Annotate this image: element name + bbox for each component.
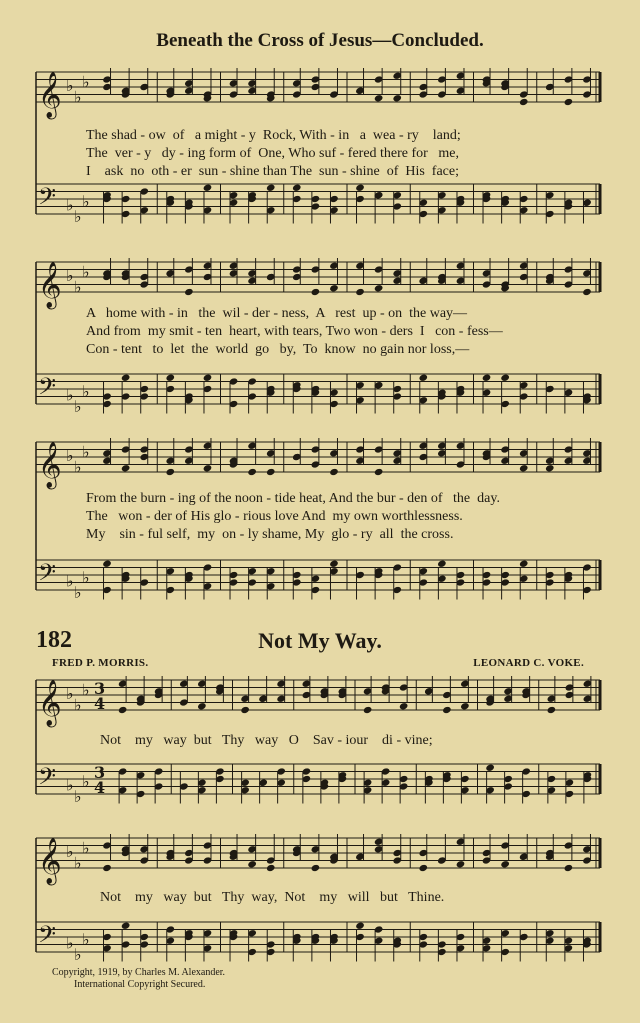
flat-sign: ♭ bbox=[82, 381, 90, 401]
lyric-verse-2: And from my smit - ten heart, with tears, Two won - ders I con - fess— bbox=[86, 324, 503, 339]
composer-credit: LEONARD C. VOKE. bbox=[473, 657, 584, 669]
notehead bbox=[355, 922, 365, 930]
flat-sign: ♭ bbox=[82, 72, 90, 92]
flat-sign: ♭ bbox=[74, 396, 82, 416]
notehead bbox=[292, 184, 302, 192]
lyric-verse-1: From the burn - ing of the noon - tide heat, And the bur - den of the day. bbox=[86, 491, 500, 506]
lyric-verse-2: The won - der of His glo - rious love And my own worthlessness. bbox=[86, 509, 463, 524]
notehead bbox=[329, 468, 339, 476]
notehead bbox=[418, 864, 428, 872]
bass-clef: 𝄢 bbox=[38, 182, 57, 216]
notehead bbox=[547, 706, 557, 714]
notehead bbox=[266, 864, 276, 872]
notehead bbox=[374, 284, 384, 292]
lyric-verse-1: The shad - ow of a might - y Rock, With - in a wea - ry land; bbox=[86, 128, 461, 143]
notehead bbox=[184, 288, 194, 296]
bass-clef: 𝄢 bbox=[38, 920, 57, 954]
lyric-verse-3: My sin - ful self, my on - ly shame, My glo - ry all the cross. bbox=[86, 527, 454, 542]
bass-clef: 𝄢 bbox=[38, 762, 57, 796]
notehead bbox=[374, 468, 384, 476]
notehead bbox=[197, 702, 207, 710]
notehead bbox=[355, 184, 365, 192]
notehead bbox=[311, 864, 321, 872]
notehead bbox=[519, 560, 529, 568]
flat-sign: ♭ bbox=[82, 771, 90, 791]
flat-sign: ♭ bbox=[66, 446, 74, 465]
time-signature: 4 bbox=[94, 694, 106, 713]
flat-sign: ♭ bbox=[82, 567, 90, 587]
flat-sign: ♭ bbox=[66, 385, 74, 405]
lyric-verse-3: Con - tent to let the world go by, To know no gain nor loss,— bbox=[86, 342, 470, 357]
flat-sign: ♭ bbox=[74, 582, 82, 602]
bass-clef: 𝄢 bbox=[38, 558, 57, 592]
notehead bbox=[266, 184, 276, 192]
flat-sign: ♭ bbox=[74, 206, 82, 226]
treble-clef: 𝄞 bbox=[38, 680, 62, 726]
flat-sign: ♭ bbox=[66, 775, 74, 795]
flat-sign: ♭ bbox=[82, 442, 90, 462]
flat-sign: ♭ bbox=[74, 457, 82, 477]
notehead bbox=[203, 184, 213, 192]
flat-sign: ♭ bbox=[74, 277, 82, 297]
notehead bbox=[519, 464, 529, 472]
copyright-notice bbox=[52, 967, 225, 991]
bass-staff bbox=[36, 921, 600, 964]
notehead bbox=[545, 464, 555, 472]
bass-clef: 𝄢 bbox=[38, 372, 57, 406]
flat-sign: ♭ bbox=[66, 684, 74, 703]
notehead bbox=[165, 468, 175, 476]
copyright-line: International Copyright Secured. bbox=[74, 979, 206, 990]
notehead bbox=[500, 860, 510, 868]
flat-sign: ♭ bbox=[66, 266, 74, 285]
flat-sign: ♭ bbox=[66, 76, 74, 95]
treble-clef: 𝄞 bbox=[38, 262, 62, 308]
lyricist-credit: FRED P. MORRIS. bbox=[52, 657, 149, 669]
notehead bbox=[363, 706, 373, 714]
notehead bbox=[311, 288, 321, 296]
notehead bbox=[329, 560, 339, 568]
treble-staff bbox=[36, 68, 600, 120]
notehead bbox=[374, 94, 384, 102]
treble-staff bbox=[36, 258, 600, 310]
lyric-verse-2: The ver - y dy - ing form of One, Who suf - fered there for me, bbox=[86, 146, 459, 161]
flat-sign: ♭ bbox=[82, 262, 90, 282]
treble-clef: 𝄞 bbox=[38, 72, 62, 118]
flat-sign: ♭ bbox=[74, 695, 82, 715]
flat-sign: ♭ bbox=[82, 929, 90, 949]
treble-staff bbox=[36, 676, 600, 728]
copyright-line: Copyright, 1919, by Charles M. Alexander. bbox=[52, 967, 226, 978]
notehead bbox=[355, 288, 365, 296]
notehead bbox=[500, 374, 510, 382]
bass-staff bbox=[36, 373, 600, 416]
notehead bbox=[519, 98, 529, 106]
flat-sign: ♭ bbox=[82, 680, 90, 700]
notehead bbox=[564, 98, 574, 106]
flat-sign: ♭ bbox=[82, 838, 90, 858]
flat-sign: ♭ bbox=[74, 87, 82, 107]
notehead bbox=[247, 468, 257, 476]
notehead bbox=[165, 374, 175, 382]
hymn-title: Not My Way. bbox=[258, 628, 382, 653]
system-1-staves bbox=[0, 60, 640, 230]
notehead bbox=[460, 702, 470, 710]
notehead bbox=[266, 468, 276, 476]
flat-sign: ♭ bbox=[74, 944, 82, 964]
notehead bbox=[102, 864, 112, 872]
notehead bbox=[418, 374, 428, 382]
time-signature: 4 bbox=[94, 778, 106, 797]
notehead bbox=[485, 764, 495, 772]
notehead bbox=[203, 374, 213, 382]
lyric-verse-3: I ask no oth - er sun - shine than The sun - shine of His face; bbox=[86, 164, 459, 179]
notehead bbox=[564, 864, 574, 872]
notehead bbox=[203, 464, 213, 472]
flat-sign: ♭ bbox=[66, 842, 74, 861]
notehead bbox=[121, 922, 131, 930]
flat-sign: ♭ bbox=[66, 933, 74, 953]
notehead bbox=[582, 288, 592, 296]
notehead bbox=[240, 706, 250, 714]
time-signature: 3 bbox=[94, 679, 106, 698]
notehead bbox=[121, 464, 131, 472]
bass-staff bbox=[36, 559, 600, 602]
notehead bbox=[399, 702, 409, 710]
notehead bbox=[247, 860, 257, 868]
flat-sign: ♭ bbox=[66, 571, 74, 591]
notehead bbox=[118, 706, 128, 714]
notehead bbox=[437, 560, 447, 568]
lyric-verse-1: A home with - in the wil - der - ness, A rest up - on the way— bbox=[86, 306, 468, 321]
lyric-line: Not my way but Thy way, Not my will but Thine. bbox=[100, 890, 445, 905]
notehead bbox=[482, 374, 492, 382]
flat-sign: ♭ bbox=[74, 786, 82, 806]
notehead bbox=[329, 284, 339, 292]
lyric-line: Not my way but Thy way O Sav - iour di - vine; bbox=[100, 733, 433, 748]
notehead bbox=[456, 860, 466, 868]
time-signature: 3 bbox=[94, 763, 106, 782]
flat-sign: ♭ bbox=[66, 195, 74, 215]
treble-clef: 𝄞 bbox=[38, 442, 62, 488]
page-title: Beneath the Cross of Jesus—Concluded. bbox=[156, 30, 484, 51]
bass-staff bbox=[36, 763, 600, 806]
notehead bbox=[392, 94, 402, 102]
treble-staff bbox=[36, 438, 600, 490]
notehead bbox=[442, 706, 452, 714]
treble-staff bbox=[36, 834, 600, 886]
flat-sign: ♭ bbox=[82, 191, 90, 211]
notehead bbox=[121, 374, 131, 382]
hymn-number: 182 bbox=[36, 627, 72, 653]
flat-sign: ♭ bbox=[74, 853, 82, 873]
treble-clef: 𝄞 bbox=[38, 838, 62, 884]
bass-staff bbox=[36, 183, 600, 226]
notehead bbox=[102, 560, 112, 568]
